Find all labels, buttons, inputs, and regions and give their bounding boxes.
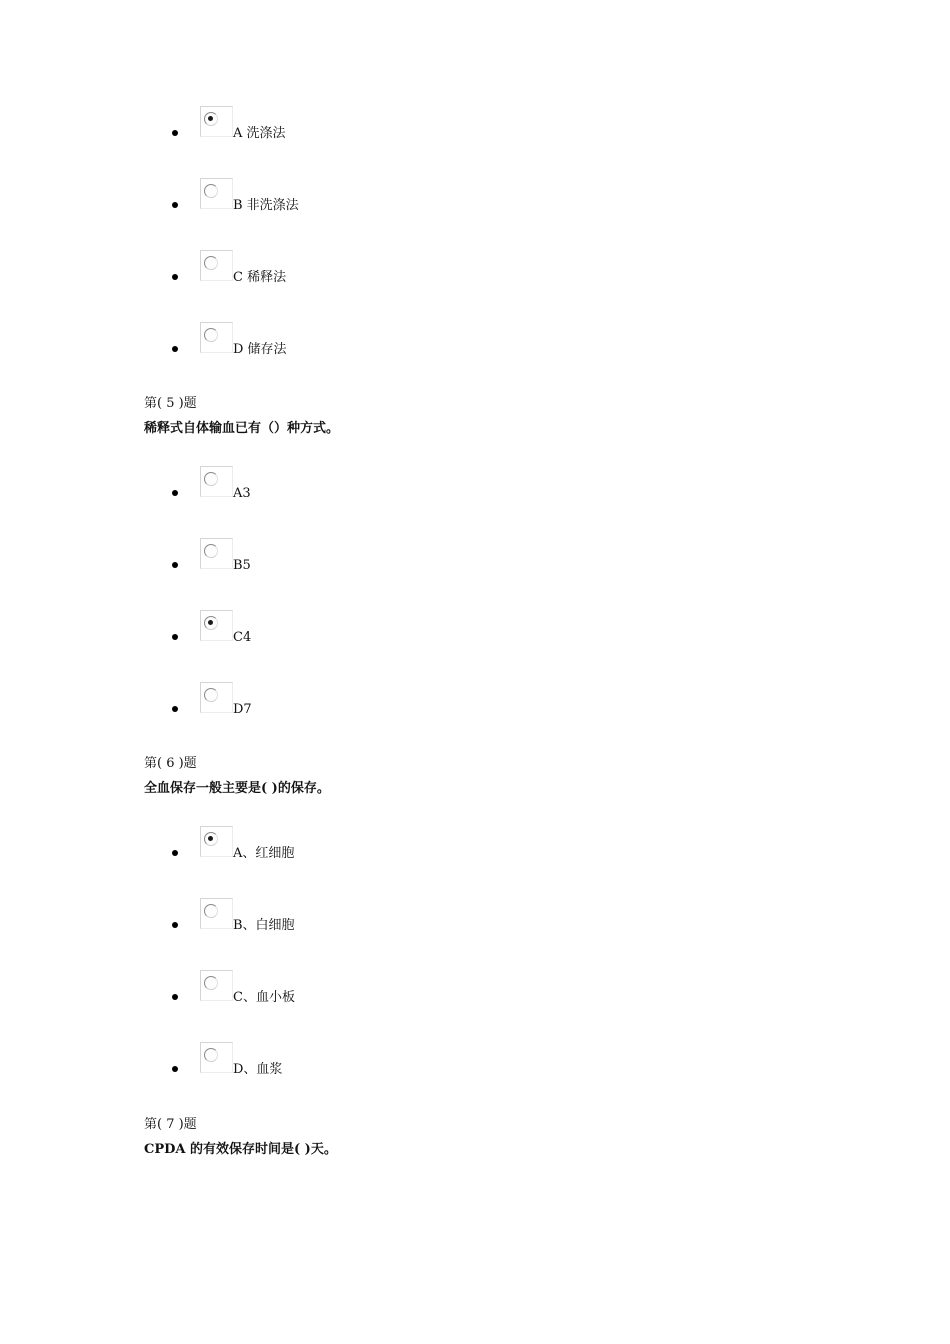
- option-label: C、血小板: [233, 990, 295, 1005]
- bullet: [172, 202, 178, 208]
- radio-icon: [204, 472, 218, 486]
- question-5-text: 稀释式自体输血已有（）种方式。: [144, 421, 340, 436]
- q6-option-b[interactable]: [172, 898, 472, 932]
- option-label: D7: [233, 702, 252, 717]
- q6-option-d[interactable]: [172, 1042, 472, 1076]
- q5-option-d[interactable]: [172, 682, 472, 716]
- radio-button[interactable]: [200, 826, 233, 857]
- radio-button[interactable]: [200, 250, 233, 281]
- question-7-header: 第( 7 )题: [144, 1117, 197, 1132]
- bullet: [172, 562, 178, 568]
- option-label: A 洗涤法: [233, 126, 286, 141]
- q4-option-a[interactable]: [172, 106, 472, 140]
- q6-option-c[interactable]: [172, 970, 472, 1004]
- bullet: [172, 634, 178, 640]
- radio-button[interactable]: [200, 1042, 233, 1073]
- bullet: [172, 850, 178, 856]
- radio-button[interactable]: [200, 322, 233, 353]
- question-7-text: CPDA 的有效保存时间是( )天。: [144, 1142, 337, 1157]
- radio-icon: [204, 976, 218, 990]
- radio-button[interactable]: [200, 610, 233, 641]
- bullet: [172, 274, 178, 280]
- option-label: B 非洗涤法: [233, 198, 299, 213]
- radio-icon: [204, 904, 218, 918]
- q5-option-c[interactable]: [172, 610, 472, 644]
- bullet: [172, 490, 178, 496]
- radio-icon: [204, 256, 218, 270]
- q5-option-b[interactable]: [172, 538, 472, 572]
- bullet: [172, 130, 178, 136]
- radio-icon: [204, 184, 218, 198]
- radio-button[interactable]: [200, 466, 233, 497]
- q4-option-c[interactable]: [172, 250, 472, 284]
- option-label: D、血浆: [233, 1062, 283, 1077]
- option-label: B5: [233, 558, 251, 573]
- q5-option-a[interactable]: [172, 466, 472, 500]
- bullet: [172, 706, 178, 712]
- question-6-header: 第( 6 )题: [144, 756, 197, 771]
- question-6-text: 全血保存一般主要是( )的保存。: [144, 781, 330, 796]
- q4-option-b[interactable]: [172, 178, 472, 212]
- option-label: B、白细胞: [233, 918, 295, 933]
- radio-icon: [204, 1048, 218, 1062]
- option-label: C 稀释法: [233, 270, 287, 285]
- bullet: [172, 346, 178, 352]
- radio-button[interactable]: [200, 178, 233, 209]
- option-label: D 储存法: [233, 342, 287, 357]
- radio-icon: [204, 688, 218, 702]
- radio-icon: [204, 328, 218, 342]
- q4-option-d[interactable]: [172, 322, 472, 356]
- option-label: A、红细胞: [233, 846, 295, 861]
- radio-icon: [204, 544, 218, 558]
- question-5-header: 第( 5 )题: [144, 396, 197, 411]
- bullet: [172, 1066, 178, 1072]
- option-label: A3: [233, 486, 251, 501]
- q6-option-a[interactable]: [172, 826, 472, 860]
- bullet: [172, 922, 178, 928]
- radio-button[interactable]: [200, 106, 233, 137]
- radio-icon: [204, 832, 218, 846]
- option-label: C4: [233, 630, 252, 645]
- radio-button[interactable]: [200, 682, 233, 713]
- bullet: [172, 994, 178, 1000]
- radio-button[interactable]: [200, 970, 233, 1001]
- radio-icon: [204, 616, 218, 630]
- radio-button[interactable]: [200, 538, 233, 569]
- radio-icon: [204, 112, 218, 126]
- radio-button[interactable]: [200, 898, 233, 929]
